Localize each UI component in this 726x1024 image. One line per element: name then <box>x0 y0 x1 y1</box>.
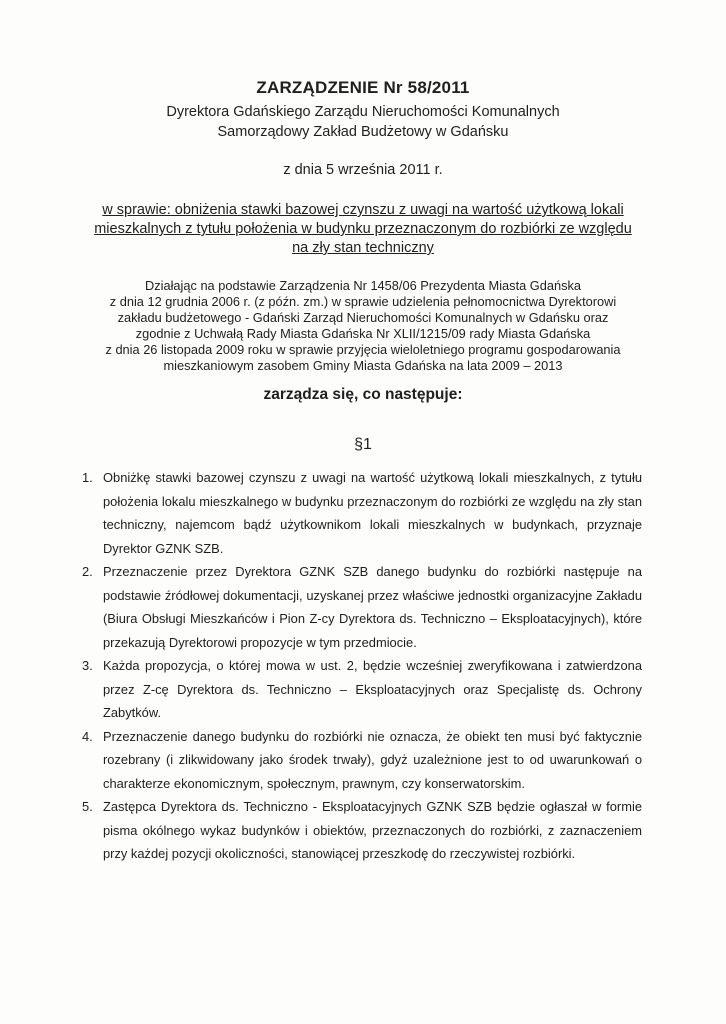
item-number: 2. <box>82 564 93 579</box>
basis-line-3: zakładu budżetowego - Gdański Zarząd Nieruchomości Komunalnych w Gdańsku oraz <box>117 310 609 325</box>
list-item <box>82 560 642 654</box>
subject-line-3: na zły stan techniczny <box>292 240 434 256</box>
item-text: Zastępca Dyrektora ds. Techniczno - Eksploatacyjnych GZNK SZB będzie ogłaszał w formie pisma okólnego wykaz budynków i obiektów, przeznaczonych do rozbiórki, z zaznaczeniem przy każdej pozycji okoliczności, stanowiącej przeszkodę do rzeczywistej rozbiórki. <box>103 799 642 861</box>
basis-line-4: zgodnie z Uchwałą Rady Miasta Gdańska Nr XLII/1215/09 rady Miasta Gdańska <box>135 326 591 341</box>
document-title: ZARZĄDZENIE Nr 58/2011 <box>256 78 470 97</box>
basis-line-5: z dnia 26 listopada 2009 roku w sprawie przyjęcia wieloletniego programu gospodarowania <box>105 342 621 357</box>
item-number: 5. <box>82 799 93 814</box>
item-text: Przeznaczenie przez Dyrektora GZNK SZB danego budynku do rozbiórki następuje na podstawie źródłowej dokumentacji, uzyskanej przez właściwe jednostki organizacyjne Zakładu (Biura Obsługi Mieszkańców i Pion Z-cy Dyrektora ds. Techniczno – Eksploatacyjnych), które przekazują Dyrektorowi propozycje w tym przedmiocie. <box>103 564 642 650</box>
item-number: 1. <box>82 470 93 485</box>
list-item <box>82 466 642 560</box>
decree-heading: zarządza się, co następuje: <box>263 386 463 403</box>
item-number: 3. <box>82 658 93 673</box>
issuer-line-2: Samorządowy Zakład Budżetowy w Gdańsku <box>217 124 509 140</box>
item-text: Każda propozycja, o której mowa w ust. 2, będzie wcześniej zweryfikowana i zatwierdzona przez Z-cę Dyrektora ds. Techniczno – Eksploatacyjnych oraz Specjalistę ds. Ochrony Zabytków. <box>103 658 642 720</box>
list-item <box>82 795 642 866</box>
document-date: z dnia 5 września 2011 r. <box>283 162 443 178</box>
provisions-list <box>82 466 642 866</box>
issuer-line-1: Dyrektora Gdańskiego Zarządu Nieruchomości Komunalnych <box>166 104 560 120</box>
basis-line-6: mieszkaniowym zasobem Gminy Miasta Gdańska na lata 2009 – 2013 <box>163 358 563 373</box>
subject-line-2: mieszkalnych z tytułu położenia w budynku przeznaczonym do rozbiórki ze względu <box>94 221 632 237</box>
item-text: Przeznaczenie danego budynku do rozbiórki nie oznacza, że obiekt ten musi być faktycznie rozebrany (i zlikwidowany jako środek trwały), gdyż uzależnione jest to od uwarunkowań o charakterze ekonomicznym, społecznym, prawnym, czy konserwatorskim. <box>103 728 642 791</box>
item-text: Obniżkę stawki bazowej czynszu z uwagi na wartość użytkową lokali mieszkalnych, z tytułu położenia lokalu mieszkalnego w budynku przeznaczonym do rozbiórki ze względu na zły stan techniczny, najemcom bądź użytkownikom lokali mieszkalnych w budynkach, przyznaje Dyrektor GZNK SZB. <box>103 470 642 556</box>
item-number: 4. <box>82 728 93 744</box>
basis-line-2: z dnia 12 grudnia 2006 r. (z późn. zm.) w sprawie udzielenia pełnomocnictwa Dyrektorowi <box>109 294 617 309</box>
list-item <box>82 725 642 796</box>
subject-line-1: w sprawie: obniżenia stawki bazowej czynszu z uwagi na wartość użytkową lokali <box>102 202 624 218</box>
list-item <box>82 654 642 725</box>
section-marker: §1 <box>354 436 372 453</box>
basis-line-1: Działając na podstawie Zarządzenia Nr 1458/06 Prezydenta Miasta Gdańska <box>144 278 582 293</box>
